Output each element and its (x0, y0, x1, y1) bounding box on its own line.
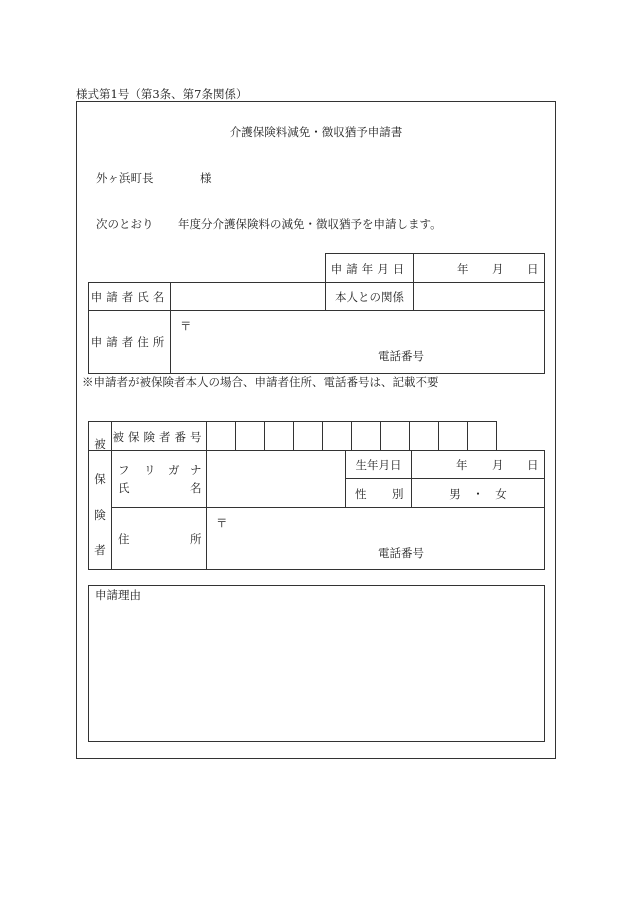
insured-postal-mark: 〒 (216, 516, 228, 530)
intro-body: 年度分介護保険料の減免・徴収猶予を申請します。 (178, 217, 442, 231)
application-date-day: 日 (527, 262, 539, 276)
application-date-year: 年 (457, 262, 469, 276)
insured-side-char-3: 険 (94, 508, 106, 522)
furigana-label-4: ナ (190, 463, 202, 477)
birth-date-day: 日 (527, 458, 539, 472)
applicant-postal-mark: 〒 (180, 319, 192, 333)
furigana-label-3: ガ (168, 463, 180, 477)
form-title: 介護保険料減免・徴収猶予申請書 (229, 125, 403, 139)
reason-box (88, 585, 545, 742)
applicant-name-label: 申請者氏名 (90, 290, 169, 304)
insured-side-char-1: 被 (94, 437, 106, 451)
application-date-label: 申請年月日 (330, 262, 409, 276)
insured-address-label-2: 所 (190, 532, 202, 546)
birth-date-year: 年 (456, 458, 468, 472)
insured-phone-label: 電話番号 (378, 546, 424, 560)
applicant-note: ※申請者が被保険者本人の場合、申請者住所、電話番号は、記載不要 (82, 375, 439, 389)
addressee-honorific: 様 (200, 171, 212, 185)
reason-label: 申請理由 (95, 588, 141, 602)
sex-options: 男 ・ 女 (449, 487, 507, 501)
insured-side-char-2: 保 (94, 472, 106, 486)
sex-label-2: 別 (392, 487, 404, 501)
birth-date-month: 月 (492, 458, 504, 472)
intro-prefix: 次のとおり (96, 217, 154, 231)
insured-address-label-1: 住 (118, 532, 130, 546)
form-number: 様式第1号（第3条、第7条関係） (76, 87, 248, 101)
name-label-2: 名 (190, 481, 202, 495)
relationship-label: 本人との関係 (335, 290, 404, 304)
applicant-phone-label: 電話番号 (378, 349, 424, 363)
insured-number-label: 被保険者番号 (112, 430, 206, 444)
application-date-month: 月 (492, 262, 504, 276)
sex-label-1: 性 (355, 487, 367, 501)
applicant-address-label: 申請者住所 (90, 335, 169, 349)
addressee-name: 外ヶ浜町長 (96, 171, 154, 185)
furigana-label-1: フ (118, 463, 130, 477)
furigana-label-2: リ (144, 463, 156, 477)
insured-side-char-4: 者 (94, 543, 106, 557)
name-label-1: 氏 (118, 481, 130, 495)
birth-date-label: 生年月日 (355, 458, 402, 472)
